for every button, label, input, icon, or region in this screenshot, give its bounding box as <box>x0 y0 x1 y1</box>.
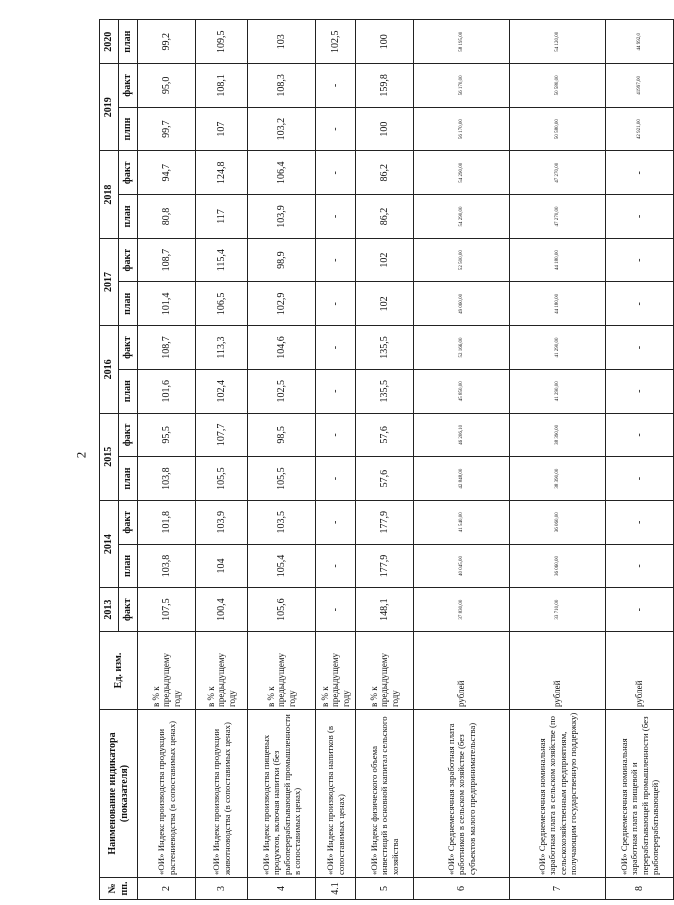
indicator-name: «ОИ» Индекс физического объема инвестиций в основной капитал сельского хозяйства <box>356 710 414 878</box>
value-cell: 108,7 <box>138 238 196 282</box>
unit-cell: рублей <box>606 632 674 710</box>
value-cell: 98,5 <box>248 413 316 457</box>
row-number: 4.1 <box>316 878 356 900</box>
table-row <box>138 20 196 900</box>
value-cell: 124,8 <box>196 151 248 195</box>
value-cell: 38 390,00 <box>510 413 606 457</box>
value-cell: 100 <box>356 107 414 151</box>
header-fact: факт <box>119 64 138 108</box>
header-fact: факт <box>119 238 138 282</box>
value-cell: 102 <box>356 238 414 282</box>
table-row <box>414 20 510 900</box>
unit-cell: рублей <box>414 632 510 710</box>
value-cell: - <box>316 238 356 282</box>
indicator-name: «ОИ» Среднемесячная номинальная заработная плата в сельском хозяйстве (по сельскохозяйственным предприятиям, получающим государственную поддержку) <box>510 710 606 878</box>
value-cell: 100,4 <box>196 588 248 632</box>
value-cell: 105,6 <box>248 588 316 632</box>
indicator-name: «ОИ» Индекс производства продукции животноводства (в сопоставимых ценах) <box>196 710 248 878</box>
value-cell: 117 <box>196 195 248 239</box>
value-cell: 36 060,00 <box>510 544 606 588</box>
value-cell: 37 830,00 <box>414 588 510 632</box>
value-cell: 103,8 <box>138 544 196 588</box>
value-cell: 99,7 <box>138 107 196 151</box>
value-cell: - <box>316 151 356 195</box>
value-cell: - <box>606 369 674 413</box>
header-plan: план <box>119 369 138 413</box>
row-number: 8 <box>606 878 674 900</box>
value-cell: 54 290,00 <box>414 195 510 239</box>
table-row <box>606 20 674 900</box>
table-row <box>248 20 316 900</box>
value-cell: 104 <box>196 544 248 588</box>
value-cell: 94,7 <box>138 151 196 195</box>
value-cell: 98,9 <box>248 238 316 282</box>
value-cell: 56 170,00 <box>414 64 510 108</box>
value-cell: 42 921,00 <box>606 107 674 151</box>
value-cell: 46 206,10 <box>414 413 510 457</box>
indicator-name: «ОИ» Индекс производства напитков (в сопоставимых ценах) <box>316 710 356 878</box>
value-cell: - <box>316 195 356 239</box>
header-year-2015: 2015 <box>100 413 119 500</box>
value-cell: - <box>606 457 674 501</box>
value-cell: 107,5 <box>138 588 196 632</box>
header-plan: план <box>119 195 138 239</box>
value-cell: 58 195,00 <box>414 20 510 64</box>
value-cell: - <box>606 500 674 544</box>
value-cell: - <box>606 326 674 370</box>
unit-cell: в % к предыдущему году <box>316 632 356 710</box>
table-row <box>510 20 606 900</box>
unit-cell: рублей <box>510 632 606 710</box>
row-number: 3 <box>196 878 248 900</box>
row-number: 5 <box>356 878 414 900</box>
value-cell: 54 290,00 <box>414 151 510 195</box>
indicator-name: «ОИ» Индекс производства продукции растениеводства (в сопоставимых ценах) <box>138 710 196 878</box>
value-cell: 38 390,00 <box>510 457 606 501</box>
indicators-table <box>99 19 674 900</box>
value-cell: 103,8 <box>138 457 196 501</box>
header-year-2016: 2016 <box>100 326 119 413</box>
header-name: Наименование индикатора (показателя) <box>100 710 138 878</box>
header-year-2019: 2019 <box>100 64 119 151</box>
value-cell: 103,9 <box>248 195 316 239</box>
page-number: 2 <box>73 451 89 459</box>
value-cell: 99,2 <box>138 20 196 64</box>
value-cell: 36 060,00 <box>510 500 606 544</box>
value-cell: 105,5 <box>248 457 316 501</box>
value-cell: - <box>606 195 674 239</box>
value-cell: 47 270,00 <box>510 195 606 239</box>
value-cell: - <box>606 544 674 588</box>
row-number: 4 <box>248 878 316 900</box>
unit-cell: в % к предыдущему году <box>248 632 316 710</box>
value-cell: 105,5 <box>196 457 248 501</box>
value-cell: - <box>316 457 356 501</box>
value-cell: 41 290,00 <box>510 326 606 370</box>
header-year-2018: 2018 <box>100 151 119 238</box>
unit-cell: в % к предыдущему году <box>138 632 196 710</box>
value-cell: - <box>316 413 356 457</box>
value-cell: - <box>606 238 674 282</box>
value-cell: 101,8 <box>138 500 196 544</box>
value-cell: 86,2 <box>356 151 414 195</box>
value-cell: 52 166,00 <box>414 326 510 370</box>
value-cell: 106,5 <box>196 282 248 326</box>
value-cell: - <box>316 369 356 413</box>
value-cell: 50 580,00 <box>510 107 606 151</box>
value-cell: 86,2 <box>356 195 414 239</box>
value-cell: 148,1 <box>356 588 414 632</box>
value-cell: - <box>316 544 356 588</box>
header-year-2020: 2020 <box>100 20 119 64</box>
value-cell: - <box>316 500 356 544</box>
value-cell: 135,5 <box>356 326 414 370</box>
header-row-years <box>100 20 119 900</box>
value-cell: 49 060,00 <box>414 282 510 326</box>
value-cell: 108,1 <box>196 64 248 108</box>
value-cell: 177,9 <box>356 544 414 588</box>
table-row <box>316 20 356 900</box>
header-year-2013: 2013 <box>100 588 119 632</box>
value-cell: 107 <box>196 107 248 151</box>
value-cell: 103,9 <box>196 500 248 544</box>
value-cell: - <box>316 282 356 326</box>
value-cell: 107,7 <box>196 413 248 457</box>
value-cell: - <box>316 107 356 151</box>
indicator-name: «ОИ» Индекс производства пищевых продуктов, включая напитки (без рыбоперерабатывающей промышленности в сопоставимых ценах) <box>248 710 316 878</box>
value-cell: - <box>316 64 356 108</box>
unit-cell: в % к предыдущему году <box>356 632 414 710</box>
value-cell: 41 290,00 <box>510 369 606 413</box>
value-cell: 104,6 <box>248 326 316 370</box>
value-cell: 100 <box>356 20 414 64</box>
value-cell: 113,3 <box>196 326 248 370</box>
header-fact: факт <box>119 413 138 457</box>
value-cell: 102 <box>356 282 414 326</box>
value-cell: 102,9 <box>248 282 316 326</box>
header-fact: факт <box>119 151 138 195</box>
header-fact: факт <box>119 588 138 632</box>
value-cell: 103,5 <box>248 500 316 544</box>
value-cell: 102,5 <box>248 369 316 413</box>
value-cell: 135,5 <box>356 369 414 413</box>
header-plan: план <box>119 544 138 588</box>
value-cell: 57,6 <box>356 413 414 457</box>
header-year-2014: 2014 <box>100 500 119 587</box>
value-cell: 56 170,00 <box>414 107 510 151</box>
indicator-name: «ОИ» Среднемесячная номинальная заработная плата в пищевой и перерабатывающей промышленности (без рыбоперерабатывающей) <box>606 710 674 878</box>
header-num: № пп. <box>100 878 138 900</box>
value-cell: 102,5 <box>316 20 356 64</box>
value-cell: 41997,00 <box>606 64 674 108</box>
value-cell: 103,2 <box>248 107 316 151</box>
header-plan: план <box>119 282 138 326</box>
header-fact: факт <box>119 500 138 544</box>
value-cell: 50 580,00 <box>510 64 606 108</box>
value-cell: - <box>606 282 674 326</box>
value-cell: 52 500,00 <box>414 238 510 282</box>
header-plan: план <box>119 457 138 501</box>
value-cell: 95,5 <box>138 413 196 457</box>
value-cell: 33 710,00 <box>510 588 606 632</box>
header-plan: плпн <box>119 107 138 151</box>
value-cell: 41 540,00 <box>414 500 510 544</box>
header-fact: факт <box>119 326 138 370</box>
value-cell: 177,9 <box>356 500 414 544</box>
value-cell: 108,3 <box>248 64 316 108</box>
value-cell: 108,7 <box>138 326 196 370</box>
value-cell: - <box>606 151 674 195</box>
row-number: 6 <box>414 878 510 900</box>
value-cell: 102,4 <box>196 369 248 413</box>
value-cell: 106,4 <box>248 151 316 195</box>
value-cell: 95,0 <box>138 64 196 108</box>
value-cell: - <box>316 326 356 370</box>
value-cell: 44 180,00 <box>510 238 606 282</box>
header-year-2017: 2017 <box>100 238 119 325</box>
value-cell: 44 180,00 <box>510 282 606 326</box>
indicator-name: «ОИ» Среднемесячная заработная плата работников в сельском хозяйстве (без субъектов малого предпринимательства) <box>414 710 510 878</box>
value-cell: 101,6 <box>138 369 196 413</box>
value-cell: - <box>316 588 356 632</box>
value-cell: - <box>606 588 674 632</box>
value-cell: 101,4 <box>138 282 196 326</box>
value-cell: 42 848,00 <box>414 457 510 501</box>
value-cell: 47 270,00 <box>510 151 606 195</box>
value-cell: 44 992,0 <box>606 20 674 64</box>
value-cell: 45 850,00 <box>414 369 510 413</box>
row-number: 2 <box>138 878 196 900</box>
value-cell: 115,4 <box>196 238 248 282</box>
value-cell: 80,8 <box>138 195 196 239</box>
header-unit: Ед. изм. <box>100 632 138 710</box>
value-cell: 40 045,00 <box>414 544 510 588</box>
value-cell: 54 120,00 <box>510 20 606 64</box>
value-cell: 159,8 <box>356 64 414 108</box>
value-cell: 103 <box>248 20 316 64</box>
unit-cell: в % к предыдущему году <box>196 632 248 710</box>
value-cell: 57,6 <box>356 457 414 501</box>
value-cell: 109,5 <box>196 20 248 64</box>
table-row <box>356 20 414 900</box>
header-plan: план <box>119 20 138 64</box>
table-row <box>196 20 248 900</box>
row-number: 7 <box>510 878 606 900</box>
value-cell: 105,4 <box>248 544 316 588</box>
value-cell: - <box>606 413 674 457</box>
